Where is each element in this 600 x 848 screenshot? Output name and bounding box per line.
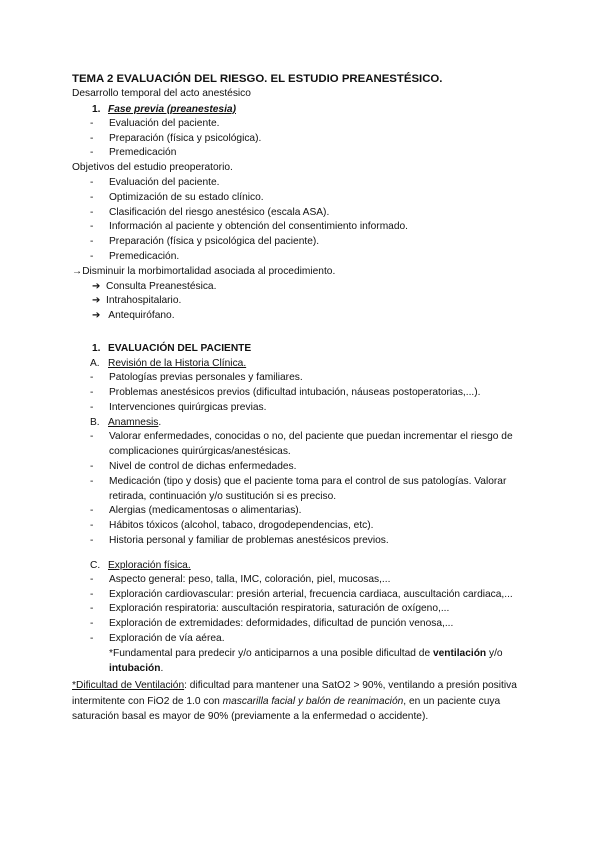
section-a-heading: [72, 356, 532, 371]
list-item: - Intervenciones quirúrgicas previas.: [72, 401, 532, 416]
section-b-letter: B.: [90, 417, 100, 429]
evaluacion-heading: [72, 341, 532, 356]
section-a-list: [72, 371, 532, 415]
list-item: [72, 294, 532, 309]
list-item: - Valorar enfermedades, conocidas o no, del paciente que puedan incrementar el riesgo de complicaciones quirúrgicas/anestésicas.: [72, 430, 532, 460]
section-a-label: Revisión de la Historia Clínica.: [108, 357, 247, 369]
list-item: - Exploración cardiovascular: presión arterial, frecuencia cardiaca, auscultación cardiaca,...: [72, 588, 532, 603]
list-item: - Medicación (tipo y dosis) que el paciente toma para el control de sus patologías. Valorar retirada, continuación y/o sustitución si es preciso.: [72, 475, 532, 505]
note-bold-ventilacion: ventilación: [432, 647, 487, 659]
list-item: - Hábitos tóxicos (alcohol, tabaco, drogodependencias, etc).: [72, 519, 532, 534]
dificultad-text: , en un paciente cuya saturación basal es mayor de 90% (previamente a la enfermedad o accidente).: [72, 695, 501, 722]
section-c-label: Exploración física.: [108, 559, 191, 571]
evaluacion-heading-label: EVALUACIÓN DEL PACIENTE: [108, 342, 252, 354]
list-item: - Clasificación del riesgo anestésico (escala ASA).: [72, 206, 532, 221]
list-item: - Exploración respiratoria: auscultación respiratoria, saturación de oxígeno,...: [72, 602, 532, 617]
arrow-item-label: Intrahospitalario.: [106, 295, 182, 307]
arrow-right-icon: ➔: [92, 310, 101, 322]
spacer: [72, 324, 532, 338]
dificultad-label: *Dificultad de Ventilación: [72, 680, 185, 692]
dificultad-paragraph: [72, 678, 532, 724]
arrow-item-label: Consulta Preanestésica.: [106, 280, 217, 292]
list-item: - Preparación (física y psicológica).: [72, 132, 532, 147]
note-text: *Fundamental para predecir y/o anticiparnos a una posible dificultad de: [109, 647, 433, 659]
list-item: - Preparación (física y psicológica del paciente).: [72, 235, 532, 250]
evaluacion-number: 1.: [92, 342, 101, 354]
arrow-list: [72, 280, 532, 324]
section-c-letter: C.: [90, 559, 101, 571]
list-item: - Información al paciente y obtención del consentimiento informado.: [72, 220, 532, 235]
list-item: - Aspecto general: peso, talla, IMC, coloración, piel, mucosas,...: [72, 573, 532, 588]
fase-previa-label: Fase previa (preanestesia): [108, 103, 236, 115]
section-b-heading: B. Anamnesis.: [90, 417, 162, 429]
dificultad-italic: mascarilla facial y balón de reanimación: [222, 695, 404, 707]
arrow-right-icon: ➔: [92, 280, 101, 292]
objetivos-list: [72, 176, 532, 265]
fase-previa-list: [72, 117, 532, 161]
dificultad-text: : dificultad para mantener una SatO2 > 90%, ventilando a presión positiva intermitente con FiO2 de 1.0 con: [72, 680, 517, 707]
objetivos-label: Objetivos del estudio preoperatorio.: [72, 162, 233, 174]
arrow-right-icon: ➔: [92, 295, 101, 307]
list-item: - Premedicación.: [72, 250, 532, 265]
list-item: [72, 280, 532, 295]
fase-previa-heading: [72, 102, 532, 117]
list-item: - Patologías previas personales y familiares.: [72, 371, 532, 386]
section-c-heading: [72, 558, 532, 573]
note-bold-intubacion: intubación: [109, 662, 161, 674]
document-content: [72, 71, 532, 724]
list-item: - Problemas anestésicos previos (dificultad intubación, náuseas postoperatorias,...).: [72, 386, 532, 401]
list-item: [72, 309, 532, 324]
spacer: [72, 549, 532, 558]
section-c-list: [72, 573, 532, 647]
note-text: y/o: [486, 647, 503, 659]
list-item: - Nivel de control de dichas enfermedades.: [72, 460, 532, 475]
desarrollo-label: Desarrollo temporal del acto anestésico: [72, 88, 251, 99]
page-title: TEMA 2 EVALUACIÓN DEL RIESGO. EL ESTUDIO PREANESTÉSICO.: [72, 73, 443, 85]
note-text: .: [160, 662, 164, 674]
list-item: - Evaluación del paciente.: [72, 117, 532, 132]
disminuir-text: →Disminuir la morbimortalidad asociada al procedimiento.: [72, 265, 336, 277]
list-item: - Exploración de vía aérea.: [72, 632, 532, 647]
section-a-letter: A.: [90, 357, 100, 369]
fundamental-note: [72, 647, 532, 677]
list-item: - Optimización de su estado clínico.: [72, 191, 532, 206]
list-item: - Historia personal y familiar de problemas anestésicos previos.: [72, 534, 532, 549]
list-item: - Exploración de extremidades: deformidades, dificultad de punción venosa,...: [72, 617, 532, 632]
list-item: - Premedicación: [72, 146, 532, 161]
list-item: - Alergias (medicamentosas o alimentarias).: [72, 504, 532, 519]
list-item: - Evaluación del paciente.: [72, 176, 532, 191]
section-b-list: [72, 430, 532, 548]
section-b-label: Anamnesis: [108, 417, 159, 429]
fase-previa-number: 1.: [92, 103, 101, 115]
arrow-item-label: Antequirófano.: [106, 310, 175, 322]
